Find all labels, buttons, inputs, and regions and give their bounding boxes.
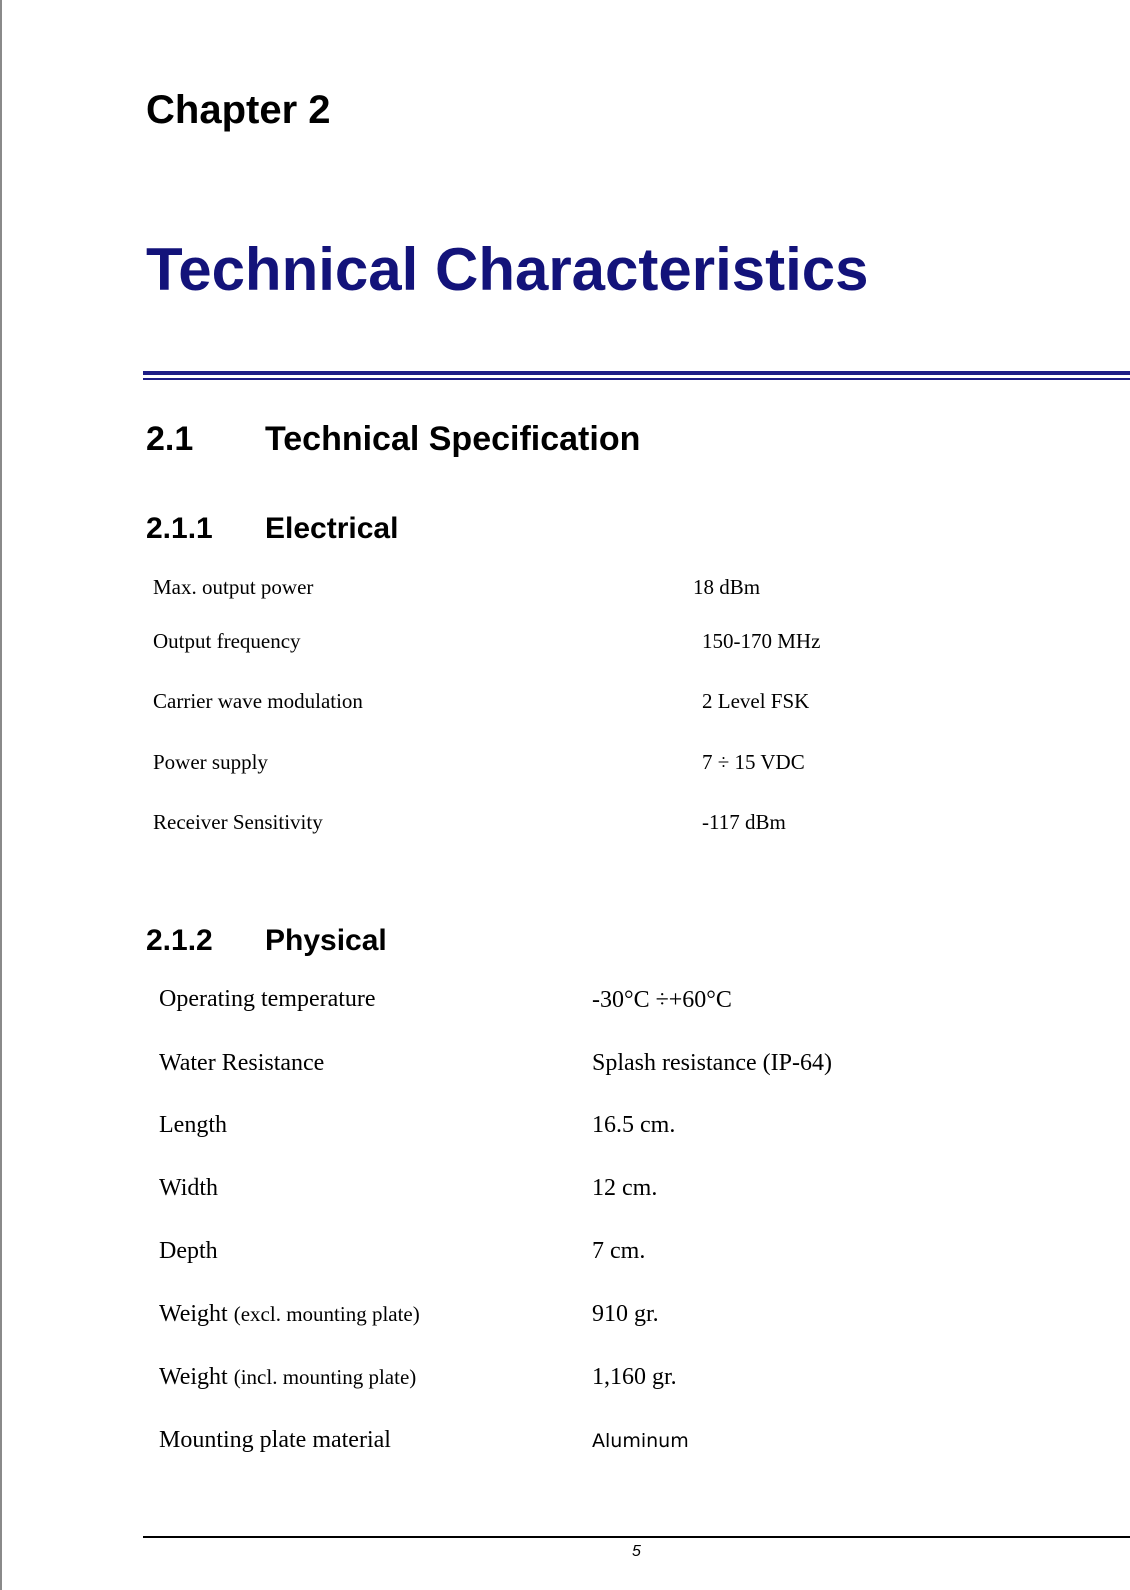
spec-value: 1,160 gr. xyxy=(592,1364,677,1390)
spec-label xyxy=(159,1236,218,1266)
chapter-heading: Chapter 2 xyxy=(146,88,331,132)
spec-label: Receiver Sensitivity xyxy=(153,810,323,834)
spec-value: 16.5 cm. xyxy=(592,1112,676,1138)
subsection-heading-physical xyxy=(146,923,387,959)
spec-value: 910 gr. xyxy=(592,1301,659,1327)
spec-value: -117 dBm xyxy=(702,810,786,834)
spec-label-text: Water Resistance xyxy=(159,1050,325,1076)
spec-label: Carrier wave modulation xyxy=(153,689,363,713)
spec-value: 7 ÷ 15 VDC xyxy=(702,750,805,774)
subsection-number: 2.1.1 xyxy=(146,512,213,545)
spec-value: 7 cm. xyxy=(592,1238,646,1264)
page-left-edge xyxy=(0,0,2,1590)
spec-label-text: Weight xyxy=(159,1364,234,1390)
spec-label-note: (incl. mounting plate) xyxy=(233,1365,417,1389)
spec-value: Aluminum xyxy=(592,1430,689,1452)
spec-value: 12 cm. xyxy=(592,1175,658,1201)
section-heading xyxy=(146,419,641,459)
spec-label xyxy=(159,1110,227,1140)
section-title: Technical Specification xyxy=(265,420,641,458)
spec-label-text: Depth xyxy=(159,1238,218,1264)
spec-label: Power supply xyxy=(153,750,268,774)
footer-divider xyxy=(143,1536,1130,1538)
spec-label-text: Weight xyxy=(159,1301,234,1327)
spec-label-text: Operating temperature xyxy=(159,986,376,1012)
spec-label xyxy=(159,1048,324,1078)
spec-label xyxy=(159,1299,420,1329)
subsection-title: Physical xyxy=(265,924,387,957)
spec-label: Output frequency xyxy=(153,629,301,653)
spec-label xyxy=(159,1362,416,1392)
page-number: 5 xyxy=(632,1543,641,1560)
spec-label xyxy=(159,1173,218,1203)
spec-value: 2 Level FSK xyxy=(702,689,810,713)
section-number: 2.1 xyxy=(146,420,194,458)
spec-value: 150-170 MHz xyxy=(702,629,821,653)
spec-label: Max. output power xyxy=(153,575,314,599)
page-title: Technical Characteristics xyxy=(146,236,869,303)
spec-value: -30°C ÷+60°C xyxy=(592,987,732,1013)
spec-label-text: Width xyxy=(159,1175,219,1201)
subsection-title: Electrical xyxy=(265,512,399,545)
spec-value: 18 dBm xyxy=(693,575,761,599)
spec-label-note: (excl. mounting plate) xyxy=(233,1302,420,1326)
spec-label-text: Length xyxy=(159,1112,227,1138)
spec-label xyxy=(159,984,376,1014)
subsection-heading-electrical xyxy=(146,511,399,547)
spec-label-text: Mounting plate material xyxy=(159,1427,391,1453)
title-divider xyxy=(143,371,1130,375)
spec-label xyxy=(159,1425,391,1455)
spec-value: Splash resistance (IP-64) xyxy=(592,1050,832,1076)
subsection-number: 2.1.2 xyxy=(146,924,213,957)
title-divider-thin xyxy=(143,378,1130,380)
